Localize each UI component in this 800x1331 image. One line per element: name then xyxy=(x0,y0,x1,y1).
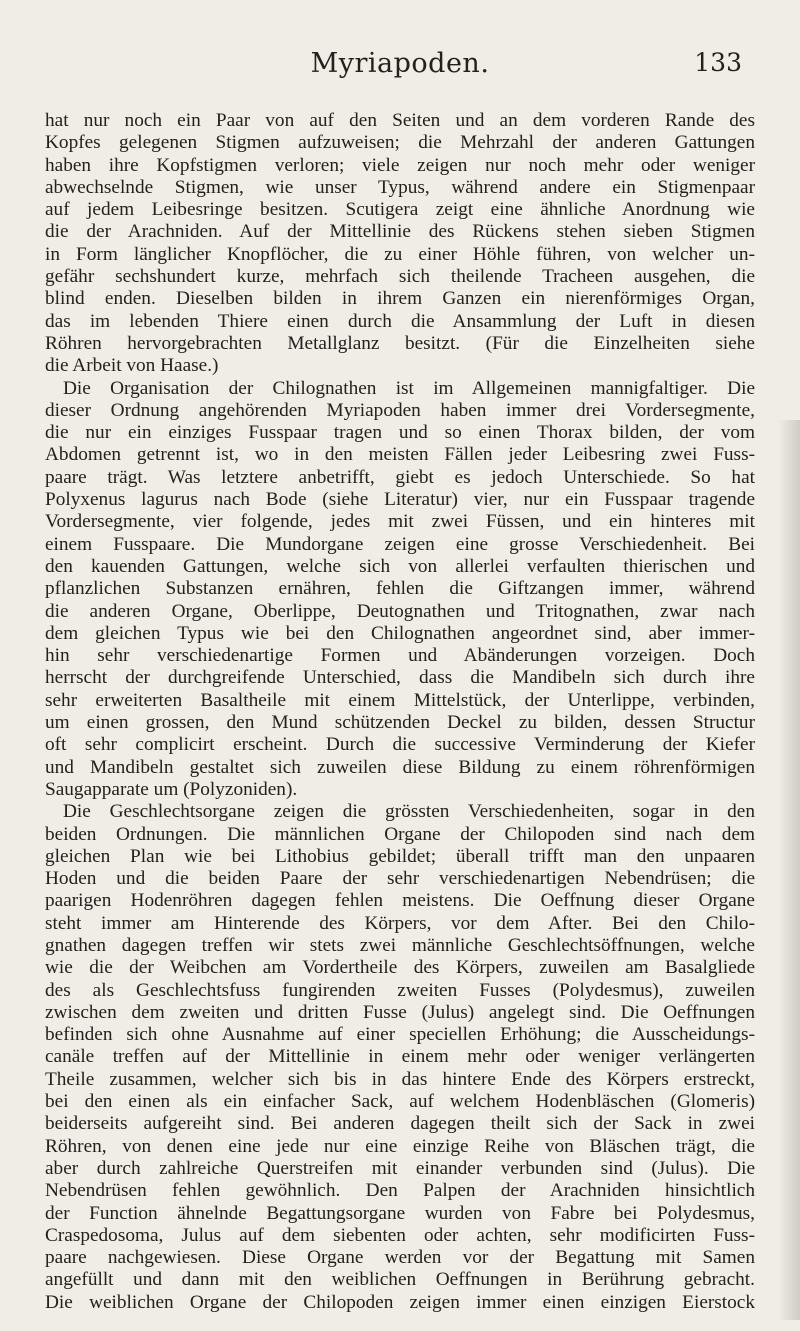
text-line: zwischen dem zweiten und dritten Fusse (Julus) angelegt sind. Die Oeffnungen xyxy=(45,1001,755,1023)
text-line: gleichen Plan wie bei Lithobius gebildet; überall trifft man den unpaaren xyxy=(45,845,755,867)
text-line: gnathen dagegen treffen wir stets zwei männliche Geschlechtsöffnungen, welche xyxy=(45,934,755,956)
text-line: die anderen Organe, Oberlippe, Deutognathen und Tritognathen, zwar nach xyxy=(45,600,755,622)
text-line: canäle treffen auf der Mittellinie in einem mehr oder weniger verlängerten xyxy=(45,1046,755,1068)
text-line: in Form länglicher Knopflöcher, die zu einer Höhle führen, von welcher un- xyxy=(45,243,755,265)
text-line: oft sehr complicirt erscheint. Durch die successive Verminderung der Kiefer xyxy=(45,734,755,756)
text-line: Röhren hervorgebrachten Metallglanz besitzt. (Für die Einzelheiten siehe xyxy=(45,332,755,354)
text-line: bei den einen als ein einfacher Sack, auf welchem Hodenbläschen (Glomeris) xyxy=(45,1091,755,1113)
text-line: gefähr sechshundert kurze, mehrfach sich theilende Tracheen ausgehen, die xyxy=(45,266,755,288)
running-head xyxy=(0,48,800,88)
text-line: das im lebenden Thiere einen durch die Ansammlung der Luft in diesen xyxy=(45,310,755,332)
text-line: beiderseits aufgereiht sind. Bei anderen dagegen theilt sich der Sack in zwei xyxy=(45,1113,755,1135)
text-line: sehr erweiterten Basaltheile mit einem Mittelstück, der Unterlippe, verbinden, xyxy=(45,689,755,711)
text-line: einem Fusspaare. Die Mundorgane zeigen eine grosse Verschiedenheit. Bei xyxy=(45,533,755,555)
text-line: paarigen Hodenröhren dagegen fehlen meistens. Die Oeffnung dieser Organe xyxy=(45,890,755,912)
body-text xyxy=(45,110,755,1314)
text-line: beiden Ordnungen. Die männlichen Organe der Chilopoden sind nach dem xyxy=(45,823,755,845)
text-line: die der Arachniden. Auf der Mittellinie des Rückens stehen sieben Stigmen xyxy=(45,221,755,243)
text-line: hin sehr verschiedenartige Formen und Abänderungen vorzeigen. Doch xyxy=(45,645,755,667)
text-line: hat nur noch ein Paar von auf den Seiten und an dem vorderen Rande des xyxy=(45,110,755,131)
text-line: paare trägt. Was letztere anbetrifft, giebt es jedoch Unterschiede. So hat xyxy=(45,466,755,488)
text-line: steht immer am Hinterende des Körpers, vor dem After. Bei den Chilo- xyxy=(45,912,755,934)
text-line: herrscht der durchgreifende Unterschied, dass die Mandibeln sich durch ihre xyxy=(45,667,755,689)
text-line: Kopfes gelegenen Stigmen aufzuweisen; die Mehrzahl der anderen Gattungen xyxy=(45,132,755,154)
text-line: der Function ähnelnde Begattungsorgane wurden von Fabre bei Polydesmus, xyxy=(45,1202,755,1224)
text-line: und Mandibeln gestaltet sich zuweilen diese Bildung zu einem röhrenförmigen xyxy=(45,756,755,778)
text-line: Saugapparate um (Polyzoniden). xyxy=(45,778,298,800)
text-line: den kauenden Gattungen, welche sich von allerlei verfaulten thierischen und xyxy=(45,555,755,577)
paragraph-start-line: Die Organisation der Chilognathen ist im Allgemeinen mannigfaltiger. Die xyxy=(63,377,755,399)
paragraph-start-line: Die Geschlechtsorgane zeigen die grössten Verschiedenheiten, sogar in den xyxy=(63,801,755,823)
text-line: angefüllt und dann mit den weiblichen Oeffnungen in Berührung gebracht. xyxy=(45,1269,755,1291)
text-line: Die weiblichen Organe der Chilopoden zeigen immer einen einzigen Eierstock xyxy=(45,1291,755,1313)
text-line: dieser Ordnung angehörenden Myriapoden haben immer drei Vordersegmente, xyxy=(45,399,755,421)
text-line: haben ihre Kopfstigmen verloren; viele zeigen nur noch mehr oder weniger xyxy=(45,154,755,176)
text-line: Vordersegmente, vier folgende, jedes mit zwei Füssen, und ein hinteres mit xyxy=(45,511,755,533)
text-line: Hoden und die beiden Paare der sehr verschiedenartigen Nebendrüsen; die xyxy=(45,868,755,890)
text-line: des als Geschlechtsfuss fungirenden zweiten Fusses (Polydesmus), zuweilen xyxy=(45,979,755,1001)
text-line: wie die der Weibchen am Vordertheile des Körpers, zuweilen am Basalgliede xyxy=(45,957,755,979)
running-title: Myriapoden. xyxy=(310,48,490,79)
text-line: paare nachgewiesen. Diese Organe werden vor der Begattung mit Samen xyxy=(45,1247,755,1269)
text-line: die Arbeit von Haase.) xyxy=(45,355,219,377)
text-line: auf jedem Leibesringe besitzen. Scutigera zeigt eine ähnliche Anordnung wie xyxy=(45,199,755,221)
text-line: befinden sich ohne Ausnahme auf einer speciellen Erhöhung; die Ausscheidungs- xyxy=(45,1024,755,1046)
text-line: um einen grossen, den Mund schützenden Deckel zu bilden, dessen Structur xyxy=(45,712,755,734)
text-line: abwechselnde Stigmen, wie unser Typus, während andere ein Stigmenpaar xyxy=(45,176,755,198)
text-line: blind enden. Dieselben bilden in ihrem Ganzen ein nierenförmiges Organ, xyxy=(45,288,755,310)
text-line: pflanzlichen Substanzen ernähren, fehlen die Giftzangen immer, während xyxy=(45,578,755,600)
text-line: Abdomen getrennt ist, wo in den meisten Fällen jeder Leibesring zwei Fuss- xyxy=(45,444,755,466)
text-line: Nebendrüsen fehlen gewöhnlich. Den Palpen der Arachniden hinsichtlich xyxy=(45,1180,755,1202)
text-line: aber durch zahlreiche Querstreifen mit einander verbunden sind (Julus). Die xyxy=(45,1157,755,1179)
text-line: Theile zusammen, welcher sich bis in das hintere Ende des Körpers erstreckt, xyxy=(45,1068,755,1090)
text-line: Polyxenus lagurus nach Bode (siehe Literatur) vier, nur ein Fusspaar tragende xyxy=(45,489,755,511)
text-line: Craspedosoma, Julus auf dem siebenten oder achten, sehr modificirten Fuss- xyxy=(45,1224,755,1246)
page-edge-shadow xyxy=(778,420,800,1320)
text-line: die nur ein einziges Fusspaar tragen und so einen Thorax bilden, der vom xyxy=(45,422,755,444)
text-line: dem gleichen Typus wie bei den Chilognathen angeordnet sind, aber immer- xyxy=(45,622,755,644)
text-line: Röhren, von denen eine jede nur eine einzige Reihe von Bläschen trägt, die xyxy=(45,1135,755,1157)
page-number: 133 xyxy=(694,48,742,77)
